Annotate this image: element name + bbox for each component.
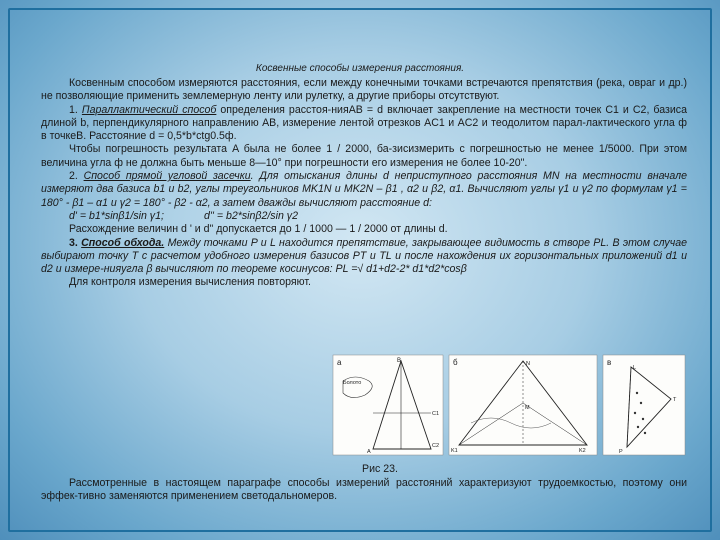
closing-text <box>41 477 687 504</box>
paragraph-control: Для контроля измерения вычисления повторяют. <box>69 276 311 289</box>
paragraph-text: Между точками P и L находится препятствие, закрывающее видимость в створе PL. В этом случае выбирают точку T с расчетом удобного измерения базисов PT и TL и после нахождения их горизонтальных приложений d1 и d2 и измере-нияугла β вычисляют по теореме косинусов: PL =√ d1+d2-2* d1*d2*cosβ <box>41 236 687 276</box>
formula-line <box>41 210 687 223</box>
main-text <box>41 77 687 290</box>
label-bolota: Болото <box>343 380 362 386</box>
paragraph-discrepancy: Расхождение величин d ' и d" допускается до 1 / 1000 — 1 / 2000 от длины d. <box>69 223 448 236</box>
label-point-a: A <box>367 449 371 455</box>
paragraph-intro: Косвенным способом измеряются расстояния, если между конечными точками встречаются препятствия (река, овраг и др.) не позволяющие применить землемерную ленту или рулетку, а другие приборы отсутствуют. <box>41 77 687 103</box>
diagram-c <box>603 355 685 455</box>
label-point-c2: C2 <box>432 443 440 449</box>
diagram-b <box>449 355 597 455</box>
item-number: 2. <box>69 170 84 183</box>
paragraph-text: определения расстоя-нияAB = d включает закрепление на местности точек C1 и C2, базиса длиной b, перпендикулярного направлению AB, измерение лентой отрезков AC1 и AC2 и теодолитом парал-лактического угла ф в точкеB. Расстояние d = 0,5*b*ctg0.5ф. <box>41 103 687 143</box>
label-a: а <box>337 358 342 367</box>
label-c: в <box>607 358 612 367</box>
paragraph-intersection <box>41 170 687 210</box>
paragraph-text: . Для отыскания длины d неприступного расстояния MN на местности вначале измеряют два базиса b1 и b2, углы треугольников MK1N и MK2N – β1 , α2 и β2, α1. Вычисляют углы γ1 и γ2 по формулам γ1 = 180° - β1 – α1 и γ2 = 180° - β2 - α2, а затем дважды вычисляют расстояние d: <box>41 170 687 209</box>
formula-d2: d'' = b2*sinβ2/sin γ2 <box>203 209 298 222</box>
label-point-t: T <box>673 397 677 403</box>
term-intersection: Способ прямой угловой засечки <box>83 170 251 183</box>
diagram-a <box>333 355 443 455</box>
term-parallactic: Параллактический способ <box>81 103 217 116</box>
page-title: Косвенные способы измерения расстояния. <box>255 63 465 74</box>
label-point-c1: C1 <box>432 411 440 417</box>
label-point-k1: K1 <box>451 448 458 454</box>
label-point-b: B <box>397 358 402 364</box>
paragraph-bypass <box>41 237 687 277</box>
paragraph-accuracy: Чтобы погрешность результата A была не более 1 / 2000, ба-зисизмерить с погрешностью не менее 1/5000. При этом величина угла ф не должна быть меньше 8—10° при погрешности его измерения не более 10-20". <box>41 143 687 169</box>
term-bypass: Способ обхода. <box>81 236 165 249</box>
formula-d1: d' = b1*sinβ1/sin γ1; <box>69 209 164 222</box>
figure-diagrams <box>331 353 687 458</box>
item-number: 1. <box>69 103 82 116</box>
paragraph-parallactic <box>41 104 687 144</box>
item-number: 3. <box>69 236 82 249</box>
figure-svg <box>331 353 687 458</box>
label-point-m: M <box>525 405 530 411</box>
label-point-k2: K2 <box>579 448 586 454</box>
label-point-p: P <box>619 449 623 455</box>
paragraph-final: Рассмотренные в настоящем параграфе способы измерений расстояний характеризуют трудоемкостью, поэтому они эффек-тивно заменяются применением светодальномеров. <box>41 477 687 503</box>
label-b: б <box>453 358 458 367</box>
label-point-l: L <box>633 365 637 371</box>
figure-caption: Рис 23. <box>362 463 398 475</box>
label-point-n: N <box>526 361 530 367</box>
